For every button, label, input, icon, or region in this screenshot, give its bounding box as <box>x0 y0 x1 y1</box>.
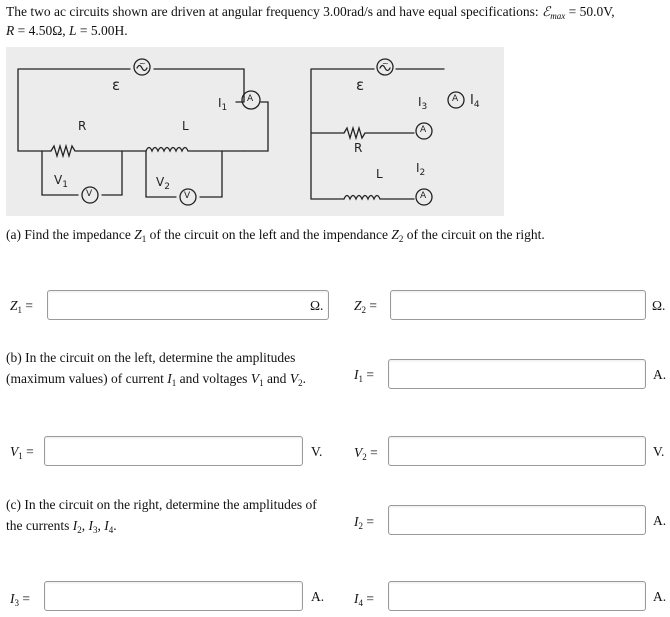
i4-label: $I_4$ = <box>354 591 374 608</box>
v1-label: $V_1$ = <box>10 444 34 461</box>
i2-unit: A. <box>653 513 667 528</box>
left-current-label: $I_1$ <box>218 96 228 113</box>
v2-label: $V_2$ = <box>354 445 378 462</box>
right-emf-label: ε <box>356 76 365 94</box>
right-ac-source-glyph: ~ <box>382 59 389 68</box>
left-inductor-label: L <box>182 119 189 133</box>
v2-input[interactable] <box>388 436 646 466</box>
i1-label: $I_1$ = <box>354 367 374 384</box>
left-ac-source-glyph: ~ <box>139 59 146 68</box>
left-resistor-label: R <box>78 119 87 133</box>
left-v2-label: $V_2$ <box>156 175 170 192</box>
right-ammeter-i3-label: A <box>452 94 459 104</box>
circuit-figure <box>6 47 504 216</box>
left-voltmeter2-label: V <box>184 191 191 201</box>
right-ammeter-l-label: A <box>420 191 427 201</box>
left-ammeter-label: A <box>247 94 254 104</box>
left-emf-label: ε <box>112 76 121 94</box>
problem-statement: The two ac circuits shown are driven at angular frequency 3.00rad/s and have equal specifications: ℰ$_{max}$ = 50.0V, <box>6 4 615 21</box>
z1-unit: Ω. <box>310 298 324 313</box>
v1-input[interactable] <box>44 436 303 466</box>
i2-label: $I_2$ = <box>354 514 374 531</box>
right-figure-labels <box>6 47 504 216</box>
emf-symbol: ℰ <box>542 4 551 19</box>
right-i2-label: $I_2$ <box>416 161 426 178</box>
i3-input[interactable] <box>44 581 303 611</box>
z1-input[interactable] <box>47 290 329 320</box>
problem-statement-line-2: R = 4.50Ω, L = 5.00H. <box>6 23 128 38</box>
z2-unit: Ω. <box>652 298 666 313</box>
i1-input[interactable] <box>388 359 646 389</box>
right-ammeter-r-label: A <box>420 125 427 135</box>
part-a-question: (a) Find the impedance $Z_1$ of the circuit on the left and the impendance $Z_2$ of the circuit on the right. <box>6 227 545 244</box>
right-inductor-label: L <box>376 167 383 181</box>
right-resistor-label: R <box>354 141 363 155</box>
i4-input[interactable] <box>388 581 646 611</box>
part-b-question-line-2: (maximum values) of current $I_1$ and voltages $V_1$ and $V_2$. <box>6 371 306 388</box>
z1-label: $Z_1$ = <box>10 298 34 315</box>
right-i3-label: $I_3$ <box>418 95 428 112</box>
v2-unit: V. <box>653 444 665 459</box>
v1-unit: V. <box>311 444 323 459</box>
right-i4-label: $I_4$ <box>470 93 480 110</box>
z2-label: $Z_2$ = <box>354 298 378 315</box>
z2-input[interactable] <box>390 290 646 320</box>
i2-input[interactable] <box>388 505 646 535</box>
i1-unit: A. <box>653 367 667 382</box>
part-b-question-line-1: (b) In the circuit on the left, determine the amplitudes <box>6 350 296 365</box>
part-c-question-line-1: (c) In the circuit on the right, determine the amplitudes of <box>6 497 317 512</box>
i3-unit: A. <box>311 589 325 604</box>
left-voltmeter1-label: V <box>86 189 93 199</box>
part-c-question-line-2: the currents $I_2$, $I_3$, $I_4$. <box>6 518 117 535</box>
i4-unit: A. <box>653 589 667 604</box>
left-v1-label: $V_1$ <box>54 173 68 190</box>
i3-label: $I_3$ = <box>10 591 30 608</box>
